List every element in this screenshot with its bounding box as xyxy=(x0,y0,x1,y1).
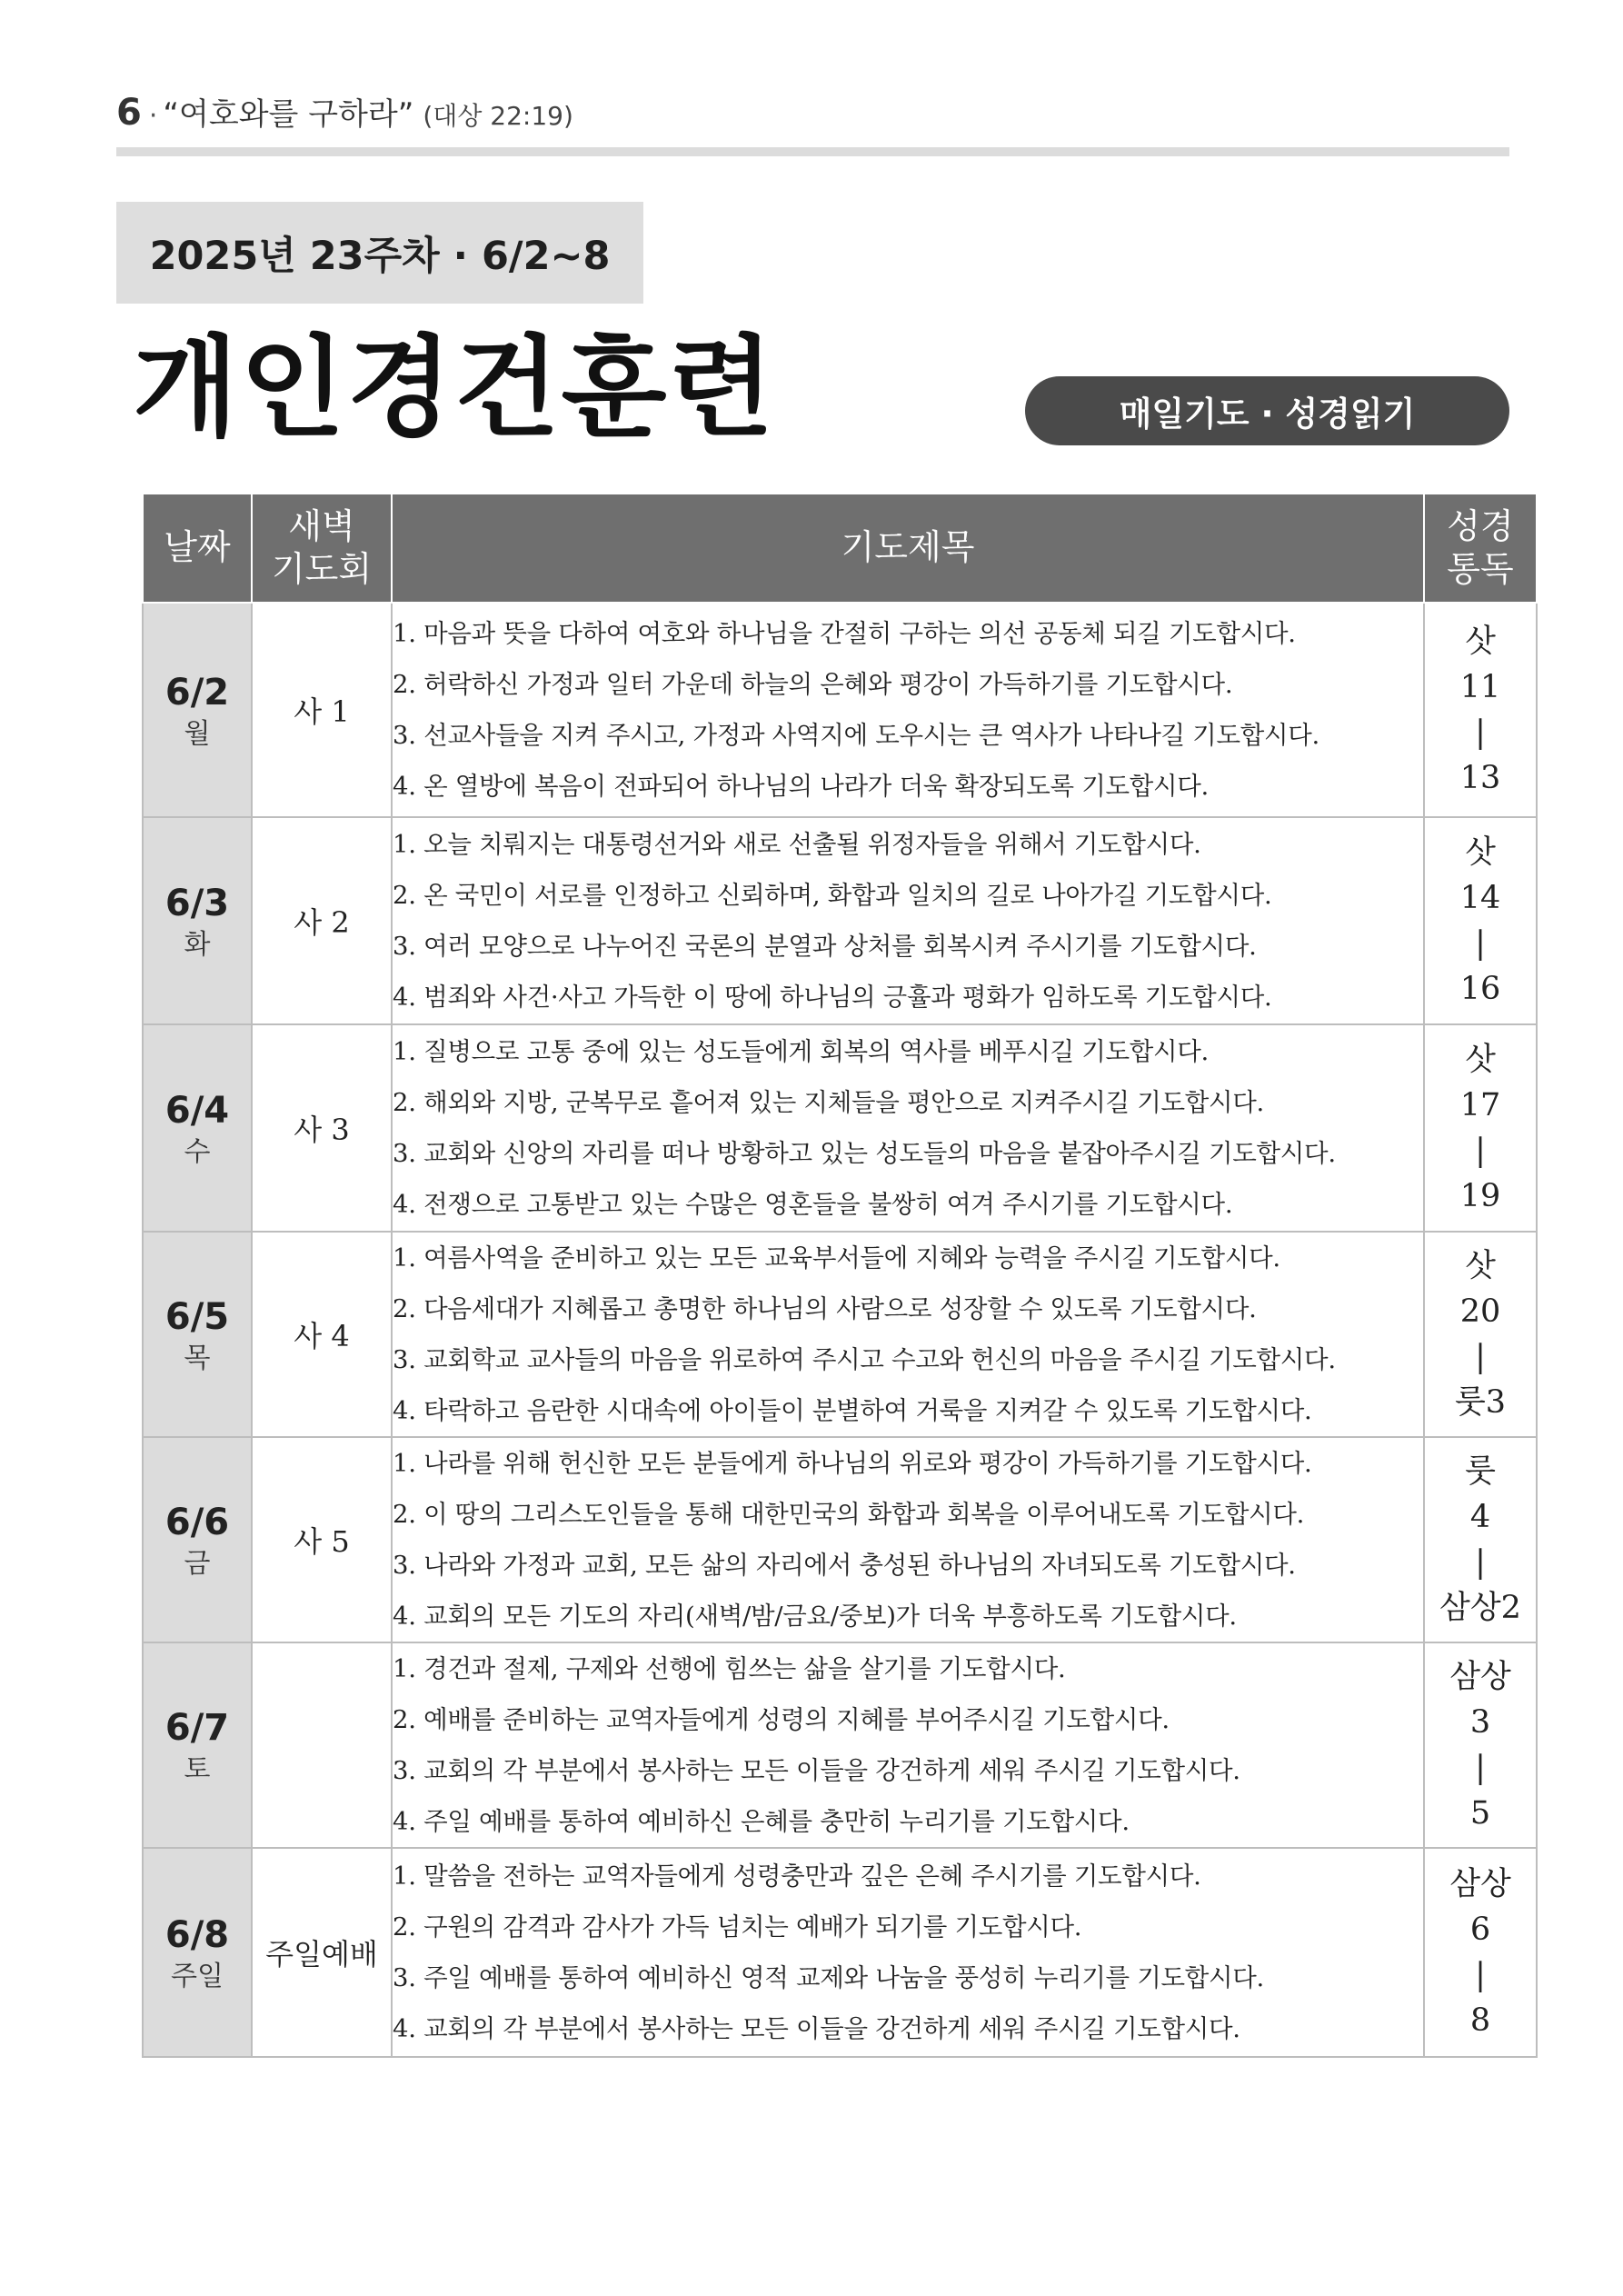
reading-part: 11 xyxy=(1459,669,1501,705)
reading-cell xyxy=(1424,1848,1537,2057)
reading-cell xyxy=(1424,1232,1537,1437)
prayer-item: 3. 나라와 가정과 교회, 모든 삶의 자리에서 충성된 하나님의 자녀되도록 기도합시다. xyxy=(393,1551,1296,1580)
prayer-item: 4. 주일 예배를 통하여 예비하신 은혜를 충만히 누리기를 기도합시다. xyxy=(393,1807,1130,1836)
weekday-value: 토 xyxy=(184,1752,211,1785)
prayer-item: 4. 타락하고 음란한 시대속에 아이들이 분별하여 거룩을 지켜갈 수 있도록 기도합시다. xyxy=(393,1396,1312,1425)
prayer-cell xyxy=(392,1848,1424,2057)
date-cell xyxy=(143,1024,252,1232)
prayer-item: 1. 오늘 치뤄지는 대통령선거와 새로 선출될 위정자들을 위해서 기도합시다. xyxy=(393,830,1201,859)
reading-part: 삼상 xyxy=(1449,1659,1511,1695)
reading-part: | xyxy=(1475,925,1486,962)
date-value: 6/2 xyxy=(164,671,230,714)
weekday-value: 화 xyxy=(184,928,211,961)
reading-part: | xyxy=(1475,1957,1486,1993)
date-cell xyxy=(143,1848,252,2057)
week-label: 2025년 23주차 · 6/2~8 xyxy=(116,202,643,304)
reading-part: 삿 xyxy=(1465,834,1496,871)
reading-part: | xyxy=(1475,1133,1486,1169)
table-row xyxy=(143,817,1537,1024)
date-cell xyxy=(143,817,252,1024)
header-reference: (대상 22:19) xyxy=(423,101,573,131)
dawn-cell xyxy=(252,1642,392,1848)
prayer-item: 3. 교회의 각 부분에서 봉사하는 모든 이들을 강건하게 세워 주시길 기도합시다. xyxy=(393,1756,1240,1785)
prayer-item: 4. 범죄와 사건·사고 가득한 이 땅에 하나님의 긍휼과 평화가 임하도록 기도합시다. xyxy=(393,983,1272,1012)
prayer-cell xyxy=(392,1232,1424,1437)
prayer-item: 2. 온 국민이 서로를 인정하고 신뢰하며, 화합과 일치의 길로 나아가길 기도합시다. xyxy=(393,881,1272,910)
prayer-item: 1. 마음과 뜻을 다하여 여호와 하나님을 간절히 구하는 의선 공동체 되길 기도합시다. xyxy=(393,619,1296,648)
table-row xyxy=(143,1848,1537,2057)
reading-part: 룻 xyxy=(1465,1453,1496,1490)
page-title: 개인경건훈련 xyxy=(133,325,776,452)
reading-cell xyxy=(1424,1024,1537,1232)
reading-part: 3 xyxy=(1469,1704,1491,1741)
date-value: 6/8 xyxy=(164,1913,230,1956)
prayer-item: 2. 구원의 감격과 감사가 가득 넘치는 예배가 되기를 기도합시다. xyxy=(393,1912,1082,1942)
page-header xyxy=(116,89,573,144)
prayer-item: 4. 교회의 모든 기도의 자리(새벽/밤/금요/중보)가 더욱 부흥하도록 기도합시다. xyxy=(393,1602,1237,1631)
prayer-item: 1. 말씀을 전하는 교역자들에게 성령충만과 깊은 은혜 주시기를 기도합시다. xyxy=(393,1862,1201,1891)
prayer-cell xyxy=(392,1642,1424,1848)
header-dawn: 새벽 기도회 xyxy=(252,494,392,603)
weekday-value: 수 xyxy=(184,1135,211,1168)
prayer-item: 2. 예배를 준비하는 교역자들에게 성령의 지혜를 부어주시길 기도합시다. xyxy=(393,1705,1170,1734)
date-value: 6/5 xyxy=(164,1295,230,1338)
reading-part: | xyxy=(1475,1339,1486,1375)
prayer-item: 2. 해외와 지방, 군복무로 흩어져 있는 지체들을 평안으로 지켜주시길 기도합시다. xyxy=(393,1088,1264,1117)
date-cell xyxy=(143,1232,252,1437)
prayer-item: 2. 이 땅의 그리스도인들을 통해 대한민국의 화합과 회복을 이루어내도록 기도합시다. xyxy=(393,1500,1305,1529)
reading-cell xyxy=(1424,1642,1537,1848)
table-row xyxy=(143,1232,1537,1437)
reading-cell xyxy=(1424,817,1537,1024)
table-row xyxy=(143,603,1537,817)
prayer-item: 3. 교회와 신앙의 자리를 떠나 방황하고 있는 성도들의 마음을 붙잡아주시길 기도합시다. xyxy=(393,1139,1336,1168)
reading-part: 17 xyxy=(1459,1087,1501,1123)
dawn-cell: 사 1 xyxy=(252,603,392,817)
prayer-item: 3. 주일 예배를 통하여 예비하신 영적 교제와 나눔을 풍성히 누리기를 기도합시다. xyxy=(393,1963,1264,1992)
header-prayer: 기도제목 xyxy=(392,494,1424,603)
reading-cell xyxy=(1424,603,1537,817)
weekday-value: 주일 xyxy=(171,1960,224,1992)
section-pill: 매일기도 · 성경읽기 xyxy=(1025,376,1509,445)
table-row xyxy=(143,1642,1537,1848)
prayer-item: 1. 나라를 위해 헌신한 모든 분들에게 하나님의 위로와 평강이 가득하기를 기도합시다. xyxy=(393,1449,1312,1478)
reading-part: 8 xyxy=(1469,2002,1491,2039)
schedule-table xyxy=(142,493,1538,2058)
header-divider xyxy=(116,147,1509,156)
dawn-cell: 주일예배 xyxy=(252,1848,392,2057)
dawn-cell: 사 3 xyxy=(252,1024,392,1232)
date-value: 6/7 xyxy=(164,1706,230,1749)
prayer-cell xyxy=(392,1024,1424,1232)
page-number: 6 xyxy=(116,92,142,134)
weekday-value: 목 xyxy=(184,1342,211,1374)
reading-part: 4 xyxy=(1469,1499,1491,1535)
reading-part: | xyxy=(1475,714,1486,751)
reading-part: 20 xyxy=(1459,1293,1501,1330)
reading-part: 16 xyxy=(1459,971,1501,1007)
reading-part: 삼상 xyxy=(1449,1866,1511,1902)
table-row xyxy=(143,1024,1537,1232)
date-cell xyxy=(143,1642,252,1848)
prayer-item: 2. 허락하신 가정과 일터 가운데 하늘의 은혜와 평강이 가득하기를 기도합시다. xyxy=(393,670,1233,699)
reading-part: 삿 xyxy=(1465,1248,1496,1284)
weekday-value: 금 xyxy=(184,1547,211,1580)
reading-part: | xyxy=(1475,1544,1486,1581)
prayer-item: 3. 여러 모양으로 나누어진 국론의 분열과 상처를 회복시켜 주시기를 기도합시다. xyxy=(393,932,1257,961)
prayer-item: 4. 교회의 각 부분에서 봉사하는 모든 이들을 강건하게 세워 주시길 기도합시다. xyxy=(393,2014,1240,2043)
reading-part: 5 xyxy=(1469,1795,1491,1832)
reading-part: 6 xyxy=(1469,1912,1491,1948)
reading-part: 13 xyxy=(1459,760,1501,796)
table-row xyxy=(143,1437,1537,1642)
date-value: 6/6 xyxy=(164,1501,230,1543)
prayer-item: 1. 경건과 절제, 구제와 선행에 힘쓰는 삶을 살기를 기도합시다. xyxy=(393,1654,1066,1683)
dawn-cell: 사 4 xyxy=(252,1232,392,1437)
prayer-item: 4. 온 열방에 복음이 전파되어 하나님의 나라가 더욱 확장되도록 기도합시다. xyxy=(393,772,1210,801)
reading-part: 삿 xyxy=(1465,1042,1496,1078)
prayer-cell xyxy=(392,603,1424,817)
prayer-cell xyxy=(392,817,1424,1024)
date-value: 6/3 xyxy=(164,882,230,924)
header-date: 날짜 xyxy=(143,494,252,603)
reading-part: 14 xyxy=(1459,880,1501,916)
date-cell xyxy=(143,603,252,817)
dawn-cell: 사 2 xyxy=(252,817,392,1024)
prayer-item: 1. 질병으로 고통 중에 있는 성도들에게 회복의 역사를 베푸시길 기도합시다. xyxy=(393,1037,1210,1066)
weekday-value: 월 xyxy=(184,717,211,750)
reading-part: | xyxy=(1475,1750,1486,1786)
reading-part: 룻3 xyxy=(1454,1384,1507,1421)
header-quote: “여호와를 구하라” xyxy=(163,96,414,133)
prayer-item: 1. 여름사역을 준비하고 있는 모든 교육부서들에 지혜와 능력을 주시길 기도합시다. xyxy=(393,1243,1280,1273)
dawn-cell: 사 5 xyxy=(252,1437,392,1642)
prayer-item: 3. 교회학교 교사들의 마음을 위로하여 주시고 수고와 헌신의 마음을 주시길 기도합시다. xyxy=(393,1345,1336,1374)
reading-part: 삿 xyxy=(1465,624,1496,660)
prayer-item: 4. 전쟁으로 고통받고 있는 수많은 영혼들을 불쌍히 여겨 주시기를 기도합시다. xyxy=(393,1190,1233,1219)
table-header-row xyxy=(143,494,1537,603)
prayer-item: 2. 다음세대가 지혜롭고 총명한 하나님의 사람으로 성장할 수 있도록 기도합시다. xyxy=(393,1294,1257,1323)
reading-part: 19 xyxy=(1459,1178,1501,1214)
header-separator: · xyxy=(148,100,158,132)
date-value: 6/4 xyxy=(164,1089,230,1132)
prayer-cell xyxy=(392,1437,1424,1642)
reading-part: 삼상2 xyxy=(1439,1590,1521,1626)
reading-cell xyxy=(1424,1437,1537,1642)
prayer-item: 3. 선교사들을 지켜 주시고, 가정과 사역지에 도우시는 큰 역사가 나타나길 기도합시다. xyxy=(393,721,1319,750)
header-reading: 성경 통독 xyxy=(1424,494,1537,603)
date-cell xyxy=(143,1437,252,1642)
